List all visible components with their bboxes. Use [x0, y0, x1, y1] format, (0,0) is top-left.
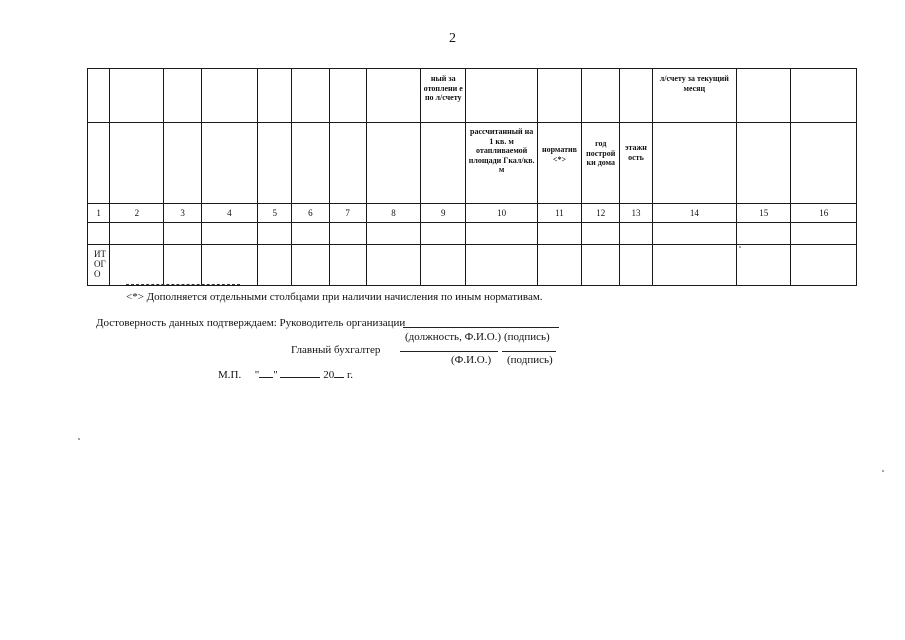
- column-number: 11: [537, 204, 581, 223]
- data-cell: [366, 223, 420, 245]
- header-cell: [791, 69, 857, 123]
- total-label-line: ИТ: [94, 249, 106, 260]
- data-cell: [737, 245, 791, 286]
- data-cell: [620, 245, 652, 286]
- header-cell: [292, 69, 329, 123]
- total-label-line: ОГ: [94, 259, 106, 270]
- column-number: 10: [466, 204, 537, 223]
- column-number: 8: [366, 204, 420, 223]
- column-number: 4: [201, 204, 257, 223]
- data-cell: [466, 245, 537, 286]
- data-cell: [537, 245, 581, 286]
- header-cell: [366, 123, 420, 204]
- header-cell: [164, 123, 201, 204]
- header-cell: [620, 69, 652, 123]
- scan-speck: [882, 470, 884, 472]
- header-cell: [466, 69, 537, 123]
- data-cell: [791, 223, 857, 245]
- column-number: 3: [164, 204, 201, 223]
- data-cell: [258, 245, 292, 286]
- total-label-line: О: [94, 268, 101, 279]
- data-row-empty: [88, 223, 857, 245]
- header-cell: [329, 123, 366, 204]
- data-cell: [652, 223, 737, 245]
- header-cell: [582, 69, 620, 123]
- data-cell: [791, 245, 857, 286]
- header-cell: [88, 123, 110, 204]
- data-cell: [110, 245, 164, 286]
- header-cell: [88, 69, 110, 123]
- data-cell: [421, 245, 466, 286]
- data-cell: [110, 223, 164, 245]
- data-cell: [582, 245, 620, 286]
- year-blank: [334, 366, 344, 378]
- column-number: 9: [421, 204, 466, 223]
- stamp-line: [218, 366, 353, 381]
- head-signature-line: [403, 327, 559, 328]
- header-cell: [737, 123, 791, 204]
- data-cell: [366, 245, 420, 286]
- column-number: 12: [582, 204, 620, 223]
- data-cell: [88, 223, 110, 245]
- year-suffix: г.: [346, 369, 354, 381]
- column-number: 6: [292, 204, 329, 223]
- column-number: 15: [737, 204, 791, 223]
- header-cell: [652, 123, 737, 204]
- header-cell: [292, 123, 329, 204]
- quote-close: ": [273, 369, 278, 381]
- header-cell: [366, 69, 420, 123]
- header-row-1: [88, 69, 857, 123]
- column-number: 2: [110, 204, 164, 223]
- header-cell: этажн ость: [620, 123, 652, 204]
- footnote: <*> Дополняется отдельными столбцами при наличии начисления по иным нормативам.: [126, 291, 543, 303]
- header-cell: [737, 69, 791, 123]
- header-row-2: [88, 123, 857, 204]
- year-prefix: 20: [323, 369, 335, 381]
- chief-accountant-label: Главный бухгалтер: [291, 344, 381, 356]
- data-cell: [737, 223, 791, 245]
- data-cell: [292, 245, 329, 286]
- month-blank: [280, 366, 320, 378]
- total-row: [88, 245, 857, 286]
- header-cell: л/счету за текущий месяц: [652, 69, 737, 123]
- column-number: 5: [258, 204, 292, 223]
- quote-open: ": [254, 369, 260, 381]
- column-number: 7: [329, 204, 366, 223]
- day-blank: [259, 366, 273, 378]
- header-cell: [201, 123, 257, 204]
- header-cell: [537, 69, 581, 123]
- report-table: [87, 68, 857, 286]
- data-cell: [258, 223, 292, 245]
- head-signature-caption: (подпись): [504, 331, 550, 343]
- data-cell: [466, 223, 537, 245]
- header-cell: [421, 123, 466, 204]
- data-cell: [292, 223, 329, 245]
- header-cell: год построй ки дома: [582, 123, 620, 204]
- data-cell: [652, 245, 737, 286]
- data-cell: [164, 223, 201, 245]
- header-cell: [329, 69, 366, 123]
- data-cell: [201, 245, 257, 286]
- accountant-signature-caption: (подпись): [507, 354, 553, 366]
- column-number: 14: [652, 204, 737, 223]
- column-number: 16: [791, 204, 857, 223]
- header-cell: [110, 123, 164, 204]
- data-cell: [329, 245, 366, 286]
- header-cell: норматив <*>: [537, 123, 581, 204]
- data-cell: [582, 223, 620, 245]
- accountant-name-line: [400, 351, 498, 352]
- data-cell: [201, 223, 257, 245]
- scan-speck: [739, 246, 741, 248]
- scan-speck: [78, 438, 80, 440]
- header-cell: [164, 69, 201, 123]
- header-cell: [791, 123, 857, 204]
- data-cell: [421, 223, 466, 245]
- data-cell: [537, 223, 581, 245]
- data-cell: [620, 223, 652, 245]
- header-cell: ный за отоплени е по л/счету: [421, 69, 466, 123]
- header-cell: [201, 69, 257, 123]
- header-cell: [258, 123, 292, 204]
- header-cell: [110, 69, 164, 123]
- total-label: [88, 245, 110, 286]
- accountant-name-caption: (Ф.И.О.): [451, 354, 492, 366]
- column-number-row: [88, 204, 857, 223]
- accountant-signature-line: [502, 351, 556, 352]
- footnote-separator: [126, 284, 240, 285]
- header-cell: рассчитанный на 1 кв. м отапливаемой площади Гкал/кв. м: [466, 123, 537, 204]
- header-cell: [258, 69, 292, 123]
- confirm-text: Достоверность данных подтверждаем: Руководитель организации: [96, 317, 406, 329]
- column-number: 13: [620, 204, 652, 223]
- data-cell: [329, 223, 366, 245]
- data-cell: [164, 245, 201, 286]
- page-number: 2: [449, 31, 456, 46]
- stamp-mp: М.П.: [218, 369, 242, 381]
- column-number: 1: [88, 204, 110, 223]
- head-position-caption: (должность, Ф.И.О.): [405, 331, 502, 343]
